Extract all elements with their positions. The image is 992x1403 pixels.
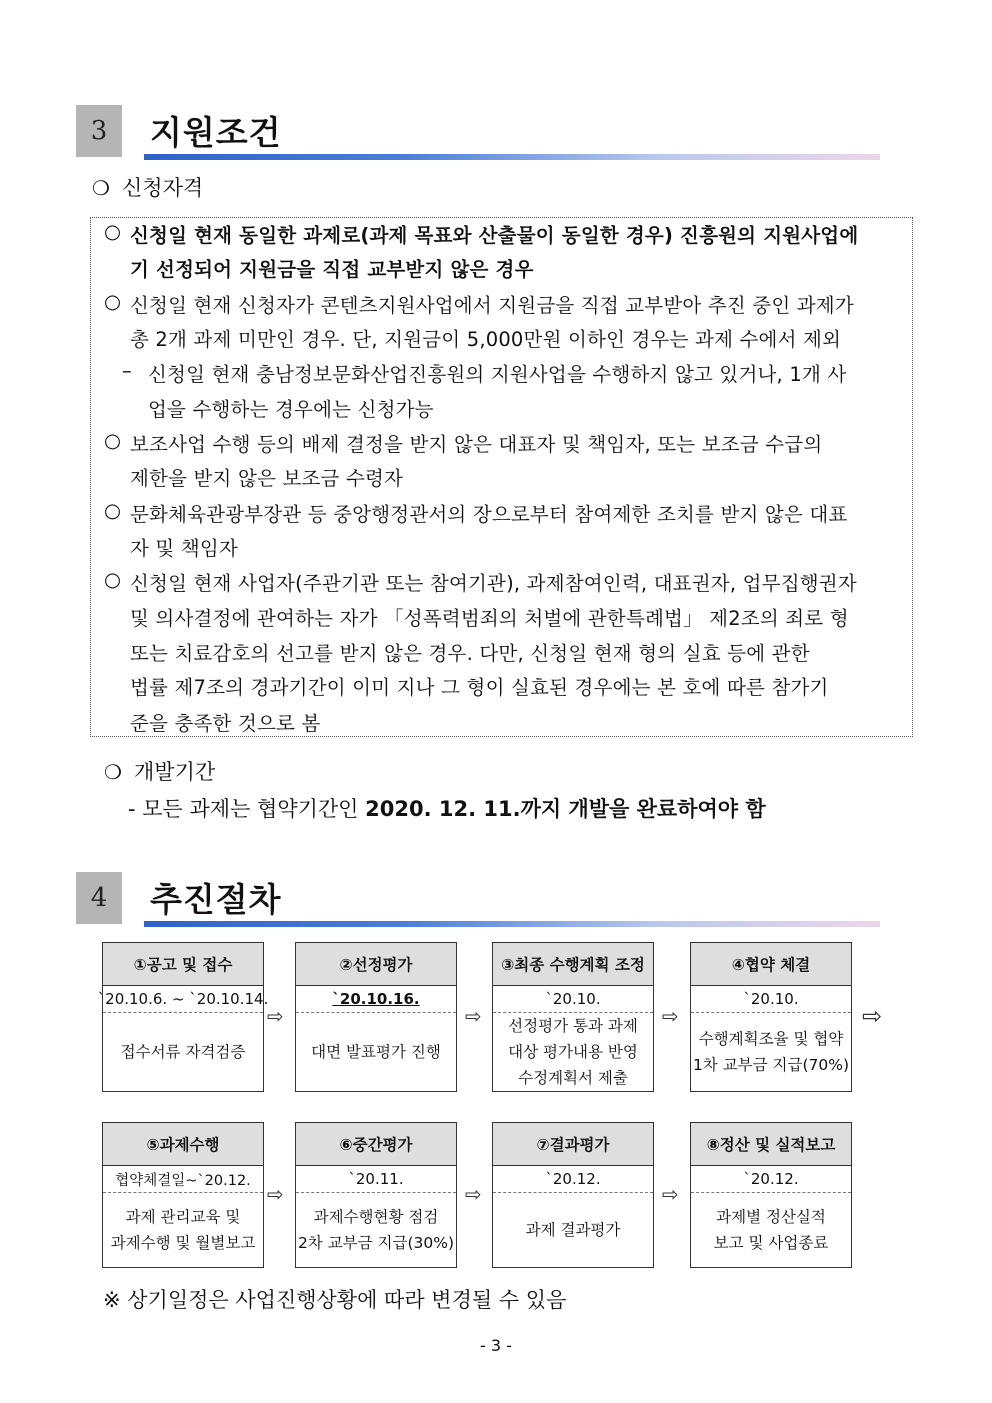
step-date: `20.10. — [691, 986, 851, 1013]
arrow-right-icon: ⇨ — [267, 1182, 284, 1206]
process-step-7 — [492, 1122, 654, 1268]
criteria-line: 또는 치료감호의 선고를 받지 않은 경우. 다만, 신청일 현재 형의 실효 등에 관한 — [130, 642, 810, 665]
criteria-line: 준을 충족한 것으로 봄 — [130, 712, 321, 735]
step-date: `20.10.6. ~ `20.10.14. — [103, 986, 263, 1013]
arrow-right-icon: ⇨ — [267, 1004, 284, 1028]
arrow-right-icon: ⇨ — [465, 1182, 482, 1206]
process-step-6 — [295, 1122, 457, 1268]
section-underline — [144, 921, 880, 927]
dev-period-heading: ❍ 개발기간 — [104, 760, 216, 784]
arrow-right-icon: ⇨ — [862, 1002, 883, 1030]
process-step-3 — [492, 942, 654, 1092]
dash-icon: – — [122, 359, 132, 382]
step-label: ②선정평가 — [296, 943, 456, 986]
eligibility-heading: ❍ 신청자격 — [92, 176, 204, 200]
criteria-line: 업을 수행하는 경우에는 신청가능 — [148, 398, 434, 421]
step-desc: 접수서류 자격검증 — [120, 1042, 246, 1061]
bullet-icon: ○ — [104, 429, 122, 452]
step-desc: 수행계획조율 및 협약 1차 교부금 지급(70%) — [692, 1029, 850, 1074]
step-desc: 과제수행현황 점검 2차 교부금 지급(30%) — [297, 1207, 455, 1252]
process-step-8 — [690, 1122, 852, 1268]
step-desc: 대면 발표평가 진행 — [311, 1042, 441, 1061]
criteria-line: 및 의사결정에 관여하는 자가 「성폭력범죄의 처벌에 관한특례법」 제2조의 죄로 형 — [130, 607, 849, 630]
criteria-line: 법률 제7조의 경과기간이 이미 지나 그 형이 실효된 경우에는 본 호에 따른 참가기 — [130, 676, 829, 699]
arrow-right-icon: ⇨ — [662, 1182, 679, 1206]
step-label: ④협약 체결 — [691, 943, 851, 986]
criteria-line: 총 2개 과제 미만인 경우. 단, 지원금이 5,000만원 이하인 경우는 과제 수에서 제외 — [130, 328, 842, 351]
criteria-line: 문화체육관광부장관 등 중앙행정관서의 장으로부터 참여제한 조치를 받지 않은 대표 — [130, 503, 848, 526]
section-3-header — [76, 105, 880, 157]
step-date: 협약체결일~`20.12. — [103, 1166, 263, 1193]
process-step-5 — [102, 1122, 264, 1268]
page-number: - 3 - — [480, 1336, 512, 1355]
step-label: ①공고 및 접수 — [103, 943, 263, 986]
step-date: `20.10.16. — [296, 986, 456, 1013]
arrow-right-icon: ⇨ — [662, 1004, 679, 1028]
bullet-icon: ○ — [104, 499, 122, 522]
arrow-right-icon: ⇨ — [465, 1004, 482, 1028]
section-title: 추진절차 — [150, 880, 282, 919]
step-date: `20.12. — [493, 1166, 653, 1193]
schedule-note: ※ 상기일정은 사업진행상황에 따라 변경될 수 있음 — [103, 1288, 567, 1312]
criteria-line: 기 선정되어 지원금을 직접 교부받지 않은 경우 — [130, 258, 534, 281]
step-date: `20.11. — [296, 1166, 456, 1193]
bullet-icon: ○ — [104, 290, 122, 313]
criteria-line: 신청일 현재 충남정보문화산업진흥원의 지원사업을 수행하지 않고 있거나, 1개 사 — [148, 363, 847, 386]
criteria-line: 신청일 현재 사업자(주관기관 또는 참여기관), 과제참여인력, 대표권자, 업무집행권자 — [130, 572, 857, 595]
criteria-line: 자 및 책임자 — [130, 537, 238, 560]
step-label: ⑧정산 및 실적보고 — [691, 1123, 851, 1166]
circle-bullet-icon: ❍ — [104, 760, 122, 784]
step-desc: 과제 관리교육 및 과제수행 및 월별보고 — [110, 1207, 256, 1252]
step-label: ⑤과제수행 — [103, 1123, 263, 1166]
step-label: ③최종 수행계획 조정 — [493, 943, 653, 986]
section-number: 3 — [76, 105, 122, 157]
section-4-header — [76, 872, 880, 924]
step-desc: 과제 결과평가 — [525, 1220, 621, 1239]
process-step-2 — [295, 942, 457, 1092]
bullet-icon: ○ — [104, 568, 122, 591]
circle-bullet-icon: ❍ — [92, 176, 110, 200]
criteria-line: 제한을 받지 않은 보조금 수령자 — [130, 467, 404, 490]
section-title: 지원조건 — [150, 113, 282, 152]
step-date: `20.10. — [493, 986, 653, 1013]
step-desc: 과제별 정산실적 보고 및 사업종료 — [713, 1207, 829, 1252]
step-date: `20.12. — [691, 1166, 851, 1193]
step-label: ⑦결과평가 — [493, 1123, 653, 1166]
dev-period-text: - 모든 과제는 협약기간인 2020. 12. 11.까지 개발을 완료하여야 함 — [128, 797, 766, 821]
criteria-line: 신청일 현재 신청자가 콘텐츠지원사업에서 지원금을 직접 교부받아 추진 중인 과제가 — [130, 294, 854, 317]
criteria-line: 보조사업 수행 등의 배제 결정을 받지 않은 대표자 및 책임자, 또는 보조금 수급의 — [130, 433, 823, 456]
criteria-line — [104, 220, 121, 243]
process-step-4 — [690, 942, 852, 1092]
section-underline — [144, 154, 880, 160]
section-number: 4 — [76, 872, 122, 924]
step-desc: 선정평가 통과 과제 대상 평가내용 반영 수정계획서 제출 — [508, 1016, 638, 1087]
step-label: ⑥중간평가 — [296, 1123, 456, 1166]
process-step-1 — [97, 942, 269, 1092]
criteria-line: 신청일 현재 동일한 과제로(과제 목표와 산출물이 동일한 경우) 진흥원의 지원사업에 — [130, 224, 859, 247]
bullet-icon: ○ — [104, 220, 122, 243]
